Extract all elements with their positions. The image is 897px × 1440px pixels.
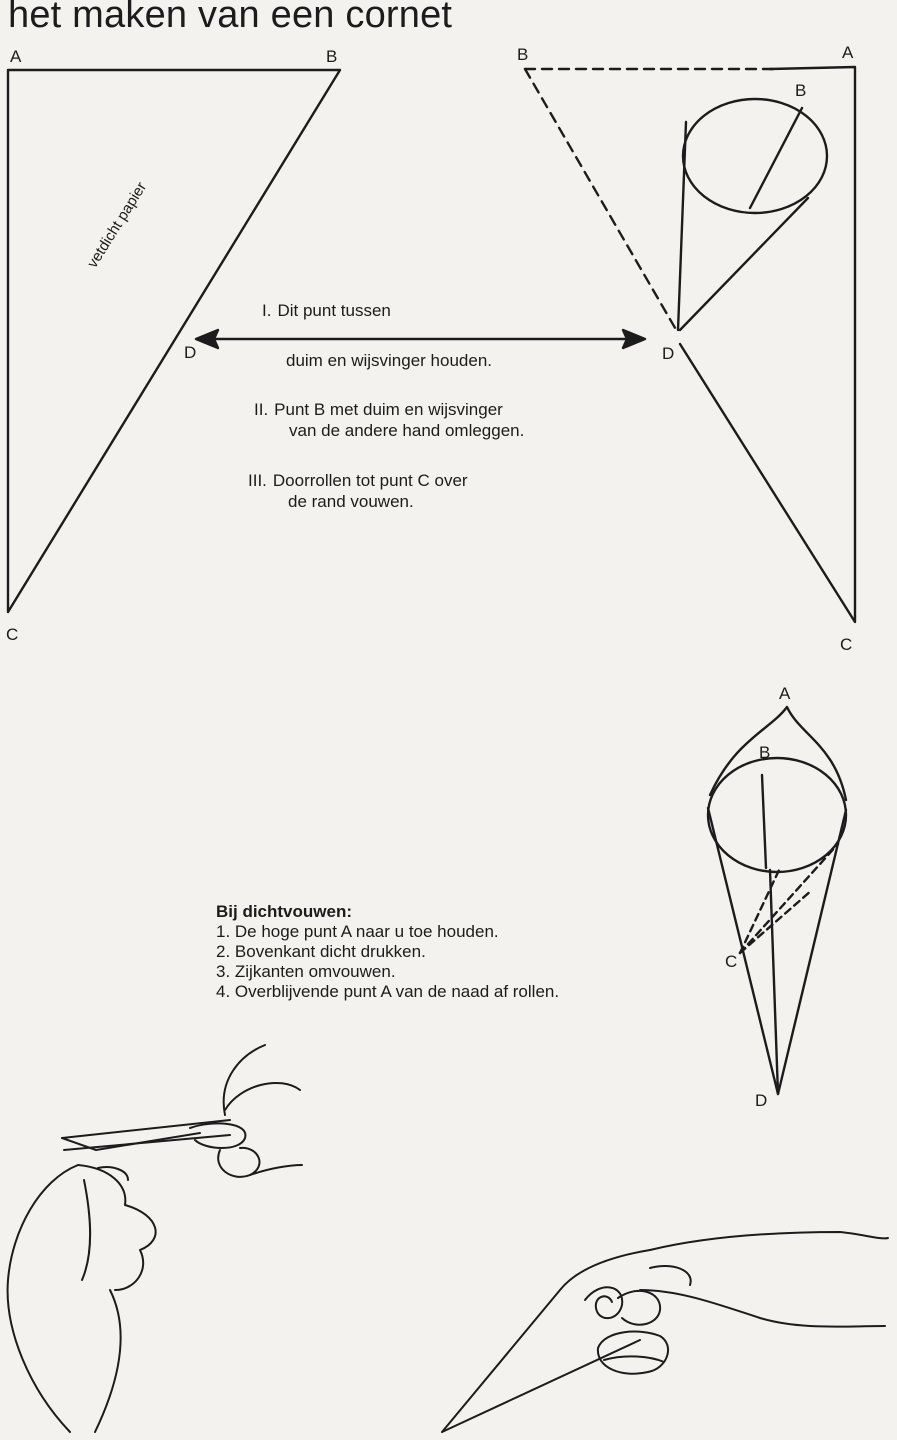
step-1-line-1	[262, 300, 391, 321]
step-3	[248, 470, 468, 512]
closing-heading: Bij dichtvouwen:	[216, 902, 352, 921]
point-c-label: C	[840, 635, 853, 654]
step-text: Dit punt tussen	[277, 301, 391, 320]
page-title: het maken van een cornet	[8, 0, 453, 36]
hand-with-cornet-illustration	[442, 1232, 888, 1432]
paper-triangle	[8, 70, 340, 612]
closing-instructions	[216, 902, 559, 1002]
closing-item: 4. Overblijvende punt A van de naad af rollen.	[216, 982, 560, 1001]
step-number: II.	[254, 400, 269, 419]
step-number: III.	[248, 471, 267, 490]
finished-cone-figure	[708, 707, 846, 1094]
point-a-label: A	[842, 43, 854, 62]
point-b-label: B	[795, 81, 807, 100]
point-d-label: D	[184, 343, 197, 362]
point-a-label: A	[779, 684, 791, 703]
closing-item: 2. Bovenkant dicht drukken.	[216, 942, 426, 961]
step-text: Doorrollen tot punt C over	[272, 471, 468, 490]
step-1-line-2: duim en wijsvinger houden.	[286, 351, 493, 370]
rolled-sheet-figure	[525, 67, 855, 622]
step-text: van de andere hand omleggen.	[289, 421, 525, 440]
scissors-hands-illustration	[8, 1045, 302, 1432]
point-d-label: D	[755, 1091, 768, 1110]
point-c-label: C	[725, 952, 738, 971]
step-2	[254, 399, 524, 441]
closing-item: 3. Zijkanten omvouwen.	[216, 962, 396, 981]
point-b-label: B	[517, 45, 529, 64]
closing-item: 1. De hoge punt A naar u toe houden.	[216, 922, 499, 941]
point-b-label: B	[326, 47, 338, 66]
point-a-label: A	[10, 47, 22, 66]
paper-type-label: vetdicht papier	[84, 179, 151, 272]
point-c-label: C	[6, 625, 19, 644]
step-number: I.	[262, 301, 272, 320]
point-d-label: D	[662, 344, 675, 363]
double-arrow	[196, 330, 645, 348]
step-text: Punt B met duim en wijsvinger	[274, 400, 503, 419]
step-text: de rand vouwen.	[288, 492, 414, 511]
point-b-label: B	[759, 743, 771, 762]
